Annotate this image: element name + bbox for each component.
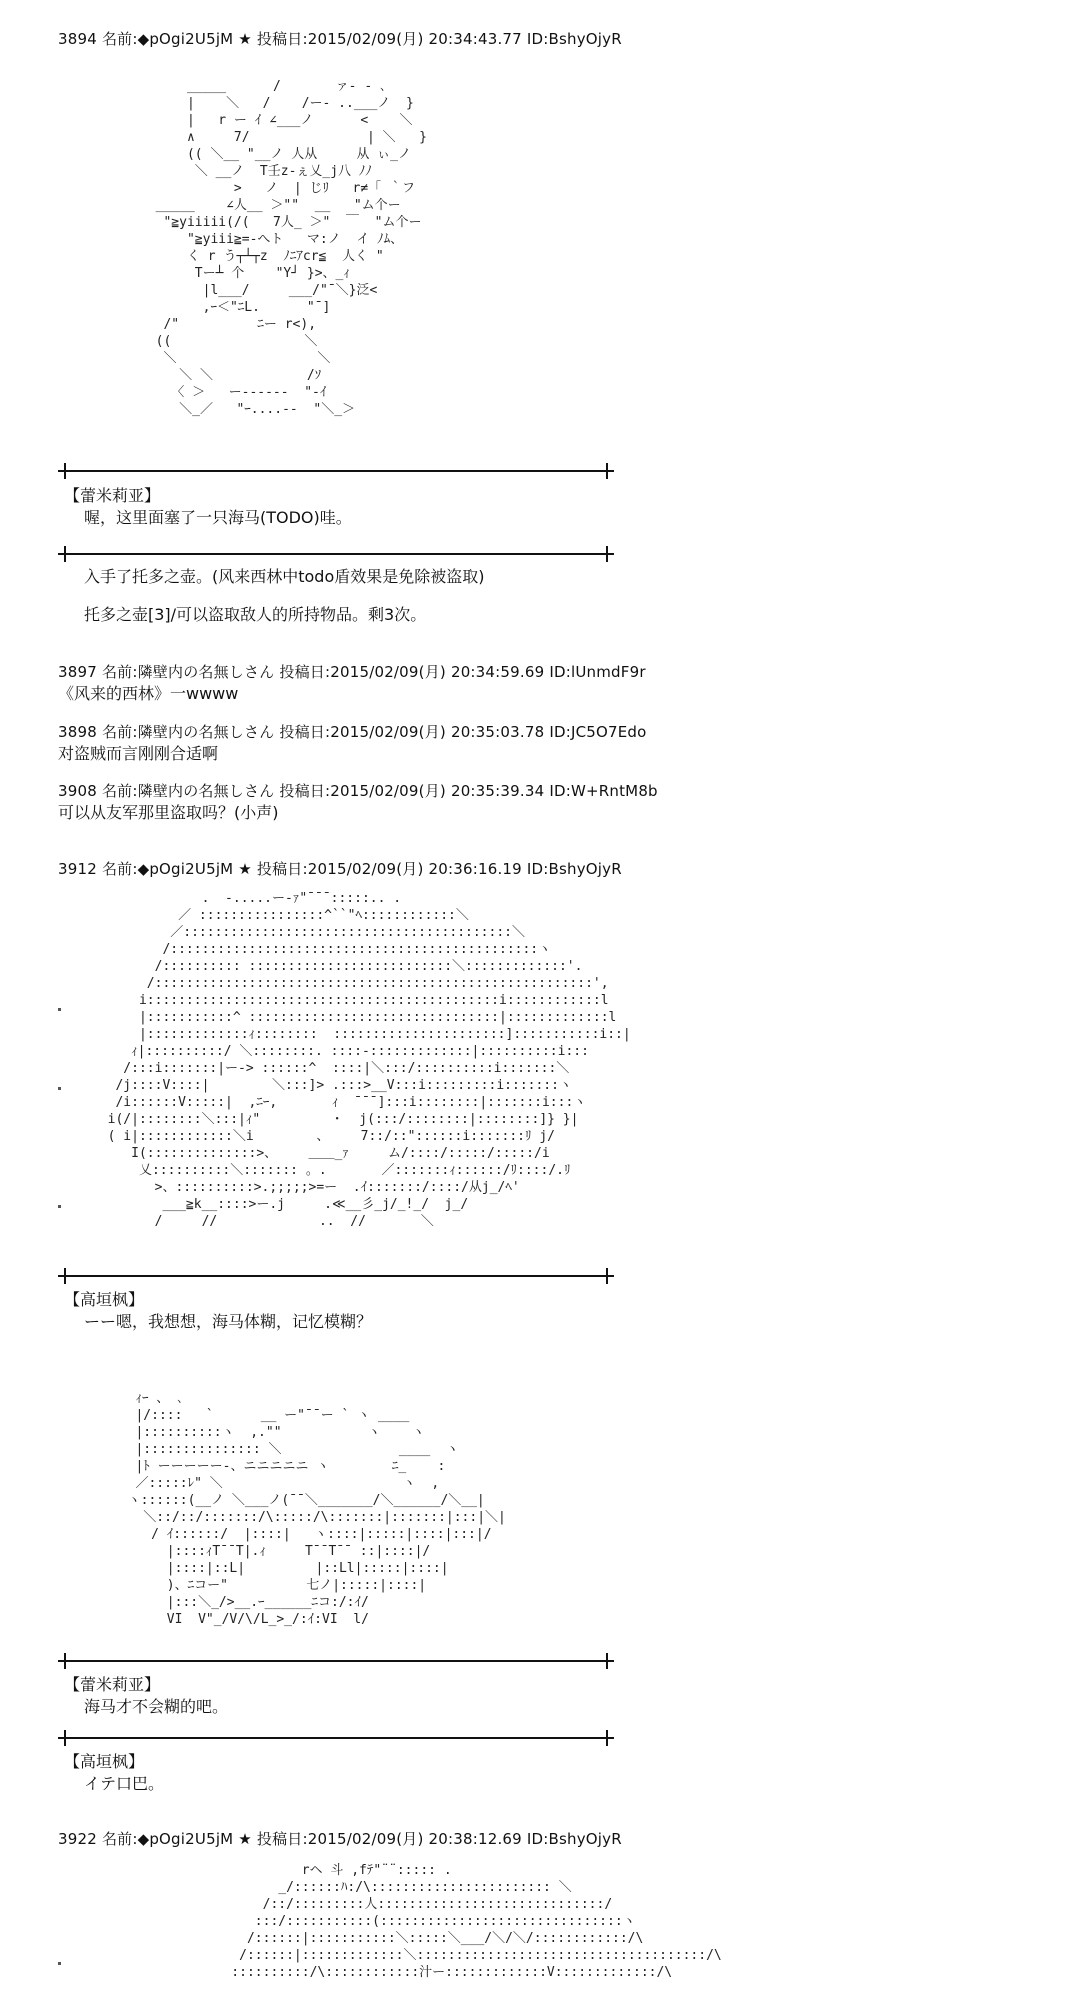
post-body: 可以从友军那里盗取吗？(小声)	[58, 803, 279, 822]
post-body: 对盗贼而言刚刚合适啊	[58, 744, 219, 763]
divider	[58, 553, 614, 555]
post-body: 《风来的西林》一wwww	[58, 684, 239, 703]
speaker-name: 【高垣枫】	[64, 1752, 145, 1771]
speaker-name: 【蕾米莉亚】	[64, 486, 161, 505]
divider	[58, 470, 614, 472]
post-header-3898: 3898 名前:隣壁内の名無しさん 投稿日:2015/02/09(月) 20:35:03.78 ID:JC5O7Edo	[58, 723, 647, 741]
dialogue-line: 海马才不会糊的吧。	[84, 1697, 229, 1716]
divider	[58, 1275, 614, 1277]
dialogue-line: 喔，这里面塞了一只海马(TODO)哇。	[84, 508, 352, 527]
margin-dot	[58, 1008, 61, 1011]
divider	[58, 1660, 614, 1662]
dialogue-line: ーー嗯，我想想，海马体糊，记忆模糊？	[84, 1312, 373, 1331]
post-header-3908: 3908 名前:隣壁内の名無しさん 投稿日:2015/02/09(月) 20:35:39.34 ID:W+RntM8b	[58, 782, 658, 800]
ascii-art-remilia-1: _____ / ァ‐ ‐ ､ | ＼ / /ー‐ ..___ノ } | r ー ｲ ∠___ノ < ＼ ∧ 7/ | ＼ } (( ＼__ "__ノ 人从 从 ぃ_ノ ＼ __ノ T壬z-ぇ乂_j八 ﾉﾉ > ノ | じﾘ r≠「 ｀フ _____ ∠人__ ＞"" __ "ム个ー "≧yiiiii(/( 7人_ ＞" ￣ "ム个ー "≧yiii≧=-へト マ:ノ イ ﾉﾑ、 く r う┬┴┬z ﾉﾆｱcr≦ 人く " Tー┴ 个 "Y┘ }>、_ｨ |l___/ ___/"¯＼}泛< ,ｰ＜"ﾆL. "¯] /" ﾆー r<), (( ＼ ＼ ＼ ＼ ＼ /ｿ 〈 ＞ ー------ "-ｲ ＼_／ "ｰ....-‐ "＼_＞	[155, 79, 427, 417]
margin-dot	[58, 1205, 61, 1208]
ascii-art-remilia-2: ｨｰ 、 ､ |/:::: ` __ ー"¯¯ー ` ヽ ____ |::::::::::ヽ ,."" ヽ ヽ |::::::::::::::: ＼ ____ ヽ |ﾄ ーーーーー-、ニニニニニ ヽ ﾆ_ : ／:::::ﾚ" ＼ ヽ , ヽ::::::(__ノ ＼___ノ(¯¯＼_______/＼______/＼__| ＼::/::/:::::::/\:::::/\:::::::|:::::::|:::|＼| / ｲ::::::/ |::::| ヽ::::|:::::|::::|:::|/ |::::ｨT¯¯T|.ｨ T¯¯T¯¯ ::|::::|/ |::::|::L| |::Ll|:::::|::::| )、ﾆコー" 七ノ|:::::|::::| |:::＼_/>__.ｰ______ﾆコ:/:ｲ/ VI V"_/V/\/L_>_/:ｲ:VI l/	[127, 1391, 506, 1627]
ascii-art-partial: rヘ 斗 ,fﾃ"¨¨::::: . _/::::::ﾊ:/\::::::::::::::::::::::: ＼ /::/:::::::::人:::::::::::::::::::::::::::::/ :::/:::::::::::(:::::::::::::::::::::::::::::::ヽ /::::::|:::::::::::＼:::::＼___/＼/＼/::::::::::::/\ /::::::|:::::::::::::＼:::::::::::::::::::::::::::::::::::::/\ ::::::::::/\::::::::::::汁ー:::::::::::::V:::::::::::::/\	[231, 1863, 722, 1980]
post-header-3897: 3897 名前:隣壁内の名無しさん 投稿日:2015/02/09(月) 20:34:59.69 ID:lUnmdF9r	[58, 663, 646, 681]
divider	[58, 1737, 614, 1739]
margin-dot	[58, 1087, 61, 1090]
post-header-3922: 3922 名前:◆pOgi2U5jM ★ 投稿日:2015/02/09(月) 20:38:12.69 ID:BshyOjyR	[58, 1830, 622, 1848]
narration-line: 入手了托多之壶。(风来西林中todo盾效果是免除被盗取)	[84, 567, 485, 586]
post-header-3912: 3912 名前:◆pOgi2U5jM ★ 投稿日:2015/02/09(月) 20:36:16.19 ID:BshyOjyR	[58, 860, 622, 878]
dialogue-line: イテ口巴。	[84, 1774, 165, 1793]
speaker-name: 【高垣枫】	[64, 1290, 145, 1309]
speaker-name: 【蕾米莉亚】	[64, 1675, 161, 1694]
narration-line: 托多之壶[3]/可以盗取敌人的所持物品。剩3次。	[84, 605, 427, 624]
margin-dot	[58, 1962, 61, 1965]
ascii-art-kaede: . ‐.....ー‐ｧ"¯¯¯:::::.. . ／ ::::::::::::::::^``"ﾍ::::::::::::＼ ／::::::::::::::::::::::::::::::::::::::::::＼ /:::::::::::::::::::::::::::::::::::::::::::::::ヽ /:::::::::: ::::::::::::::::::::::::::＼:::::::::::::'. /::::::::::::::::::::::::::::::::::::::::::::::::::::::::', i:::::::::::::::::::::::::::::::::::::::::::::i::::::::::::l |:::::::::::^ ::::::::::::::::::::::::::::::::|:::::::::::::l |:::::::::::::ｨ:::::::: ::::::::::::::::::::::]:::::::::::i::| ｨ|::::::::::/ ＼::::::::. ::::-:::::::::::::|::::::::::i::: /:::i:::::::|ー‐> ::::::^ ::::|＼:::/::::::::::i:::::::＼ /j::::V::::| ＼:::]> .:::>__V:::i:::::::::i:::::::ヽ /i::::::V:::::| ,ﾆｰ, ｨ ¯¯¯]:::i::::::::|:::::::i:::ヽ i(/|::::::::＼:::|ｨ" ・ j(:::/::::::::|::::::::]} }| ( i|::::::::::::＼i 、 7::/::"::::::i:::::::ﾘ j/ I(::::::::::::::>、 ＿＿_ｧ ム/::::/:::::/:::::/i 乂::::::::::＼::::::: 。. ／:::::::ｨ::::::/ﾘ::::/.ﾘ >、::::::::::>.;;;;;>=ー .ｲ:::::::/::::/从j_/ﾍ' ___≧k__::::>ー.j .≪__彡_j/_!_/ j_/ / // .. // ＼	[107, 891, 631, 1229]
post-header-3894: 3894 名前:◆pOgi2U5jM ★ 投稿日:2015/02/09(月) 20:34:43.77 ID:BshyOjyR	[58, 30, 622, 48]
